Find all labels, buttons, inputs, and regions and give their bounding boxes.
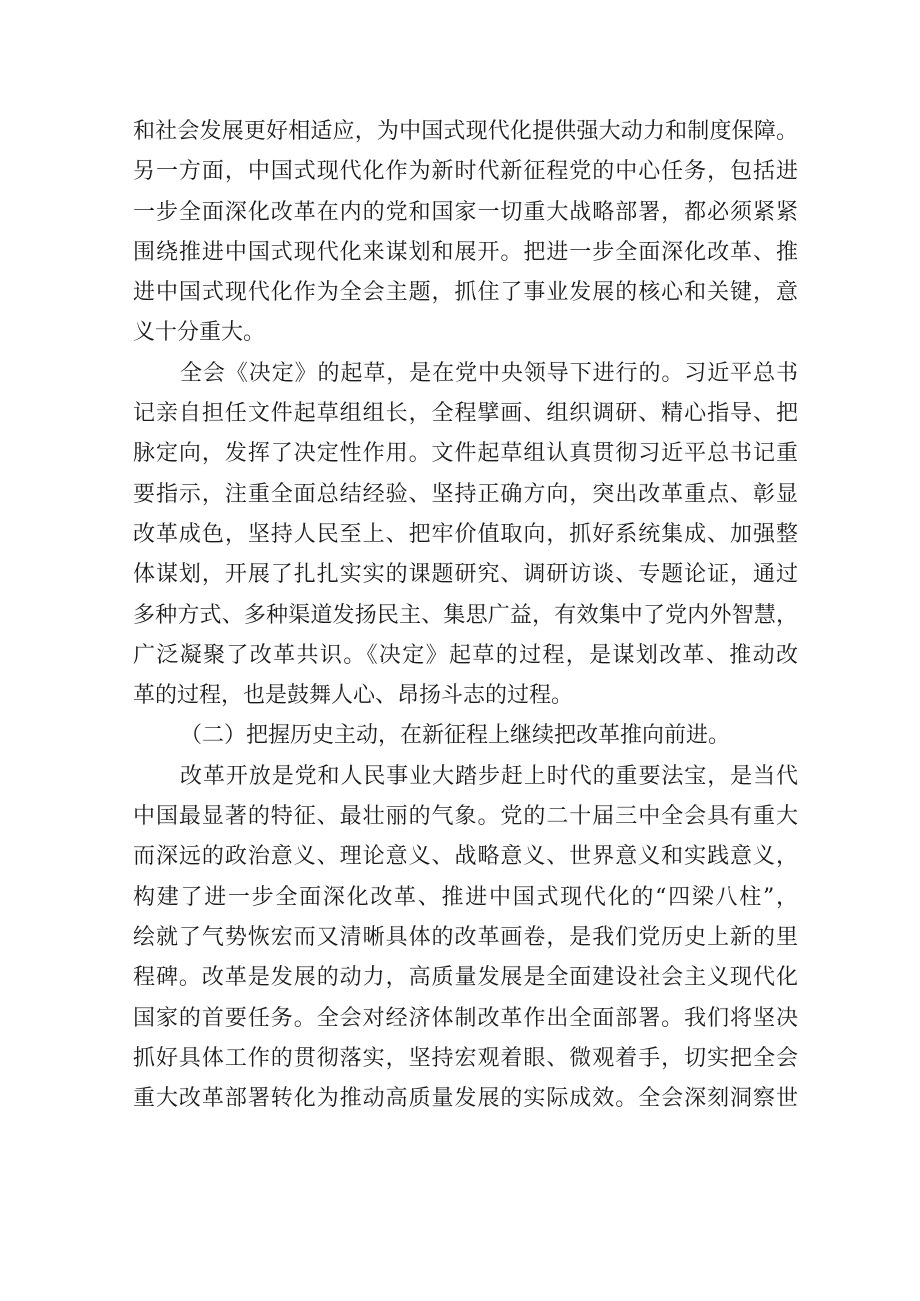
text-line: 多种方式、多种渠道发扬民主、集思广益，有效集中了党内外智慧， bbox=[133, 602, 798, 628]
text-line: 围绕推进中国式现代化来谋划和展开。把进一步全面深化改革、推 bbox=[133, 239, 798, 265]
paragraph-first-line: 全会《决定》的起草，是在党中央领导下进行的。习近平总书 bbox=[180, 360, 798, 386]
section-heading: （二）把握历史主动，在新征程上继续把改革推向前进。 bbox=[180, 723, 731, 749]
text-line: 和社会发展更好相适应，为中国式现代化提供强大动力和制度保障。 bbox=[133, 119, 798, 144]
text-line: 而深远的政治意义、理论意义、战略意义、世界意义和实践意义， bbox=[133, 844, 798, 870]
text-line: 进中国式现代化作为全会主题，抓住了事业发展的核心和关键，意 bbox=[133, 280, 798, 306]
text-line: 改革成色，坚持人民至上、把牢价值取向，抓好系统集成、加强整 bbox=[133, 521, 798, 547]
text-line: 脉定向，发挥了决定性作用。文件起草组认真贯彻习近平总书记重 bbox=[133, 441, 798, 467]
text-line: 另一方面，中国式现代化作为新时代新征程党的中心任务，包括进 bbox=[133, 159, 798, 185]
text-line: 重大改革部署转化为推动高质量发展的实际成效。全会深刻洞察世 bbox=[133, 1086, 798, 1112]
text-line: 程碑。改革是发展的动力，高质量发展是全面建设社会主义现代化 bbox=[133, 965, 798, 991]
text-line: 国家的首要任务。全会对经济体制改革作出全面部署。我们将坚决 bbox=[133, 1005, 798, 1031]
text-line: 革的过程，也是鼓舞人心、昂扬斗志的过程。 bbox=[133, 683, 574, 709]
text-line: 中国最显著的特征、最壮丽的气象。党的二十届三中全会具有重大 bbox=[133, 804, 798, 830]
text-line: 绘就了气势恢宏而又清晰具体的改革画卷，是我们党历史上新的里 bbox=[133, 924, 798, 950]
text-line: 广泛凝聚了改革共识。《决定》起草的过程，是谋划改革、推动改 bbox=[133, 642, 798, 668]
text-line: 一步全面深化改革在内的党和国家一切重大战略部署，都必须紧紧 bbox=[133, 199, 798, 225]
text-line: 抓好具体工作的贯彻落实，坚持宏观着眼、微观着手，切实把全会 bbox=[133, 1045, 798, 1071]
text-line: 要指示，注重全面总结经验、坚持正确方向，突出改革重点、彰显 bbox=[133, 481, 798, 507]
paragraph-first-line: 改革开放是党和人民事业大踏步赶上时代的重要法宝，是当代 bbox=[180, 763, 798, 789]
text-line: 构建了进一步全面深化改革、推进中国式现代化的“四梁八柱”， bbox=[133, 884, 798, 910]
body-text bbox=[133, 112, 798, 1119]
text-line: 体谋划，开展了扎扎实实的课题研究、调研访谈、专题论证，通过 bbox=[133, 562, 798, 588]
text-line: 义十分重大。 bbox=[133, 320, 266, 346]
text-line: 记亲自担任文件起草组组长，全程擘画、组织调研、精心指导、把 bbox=[133, 401, 798, 427]
